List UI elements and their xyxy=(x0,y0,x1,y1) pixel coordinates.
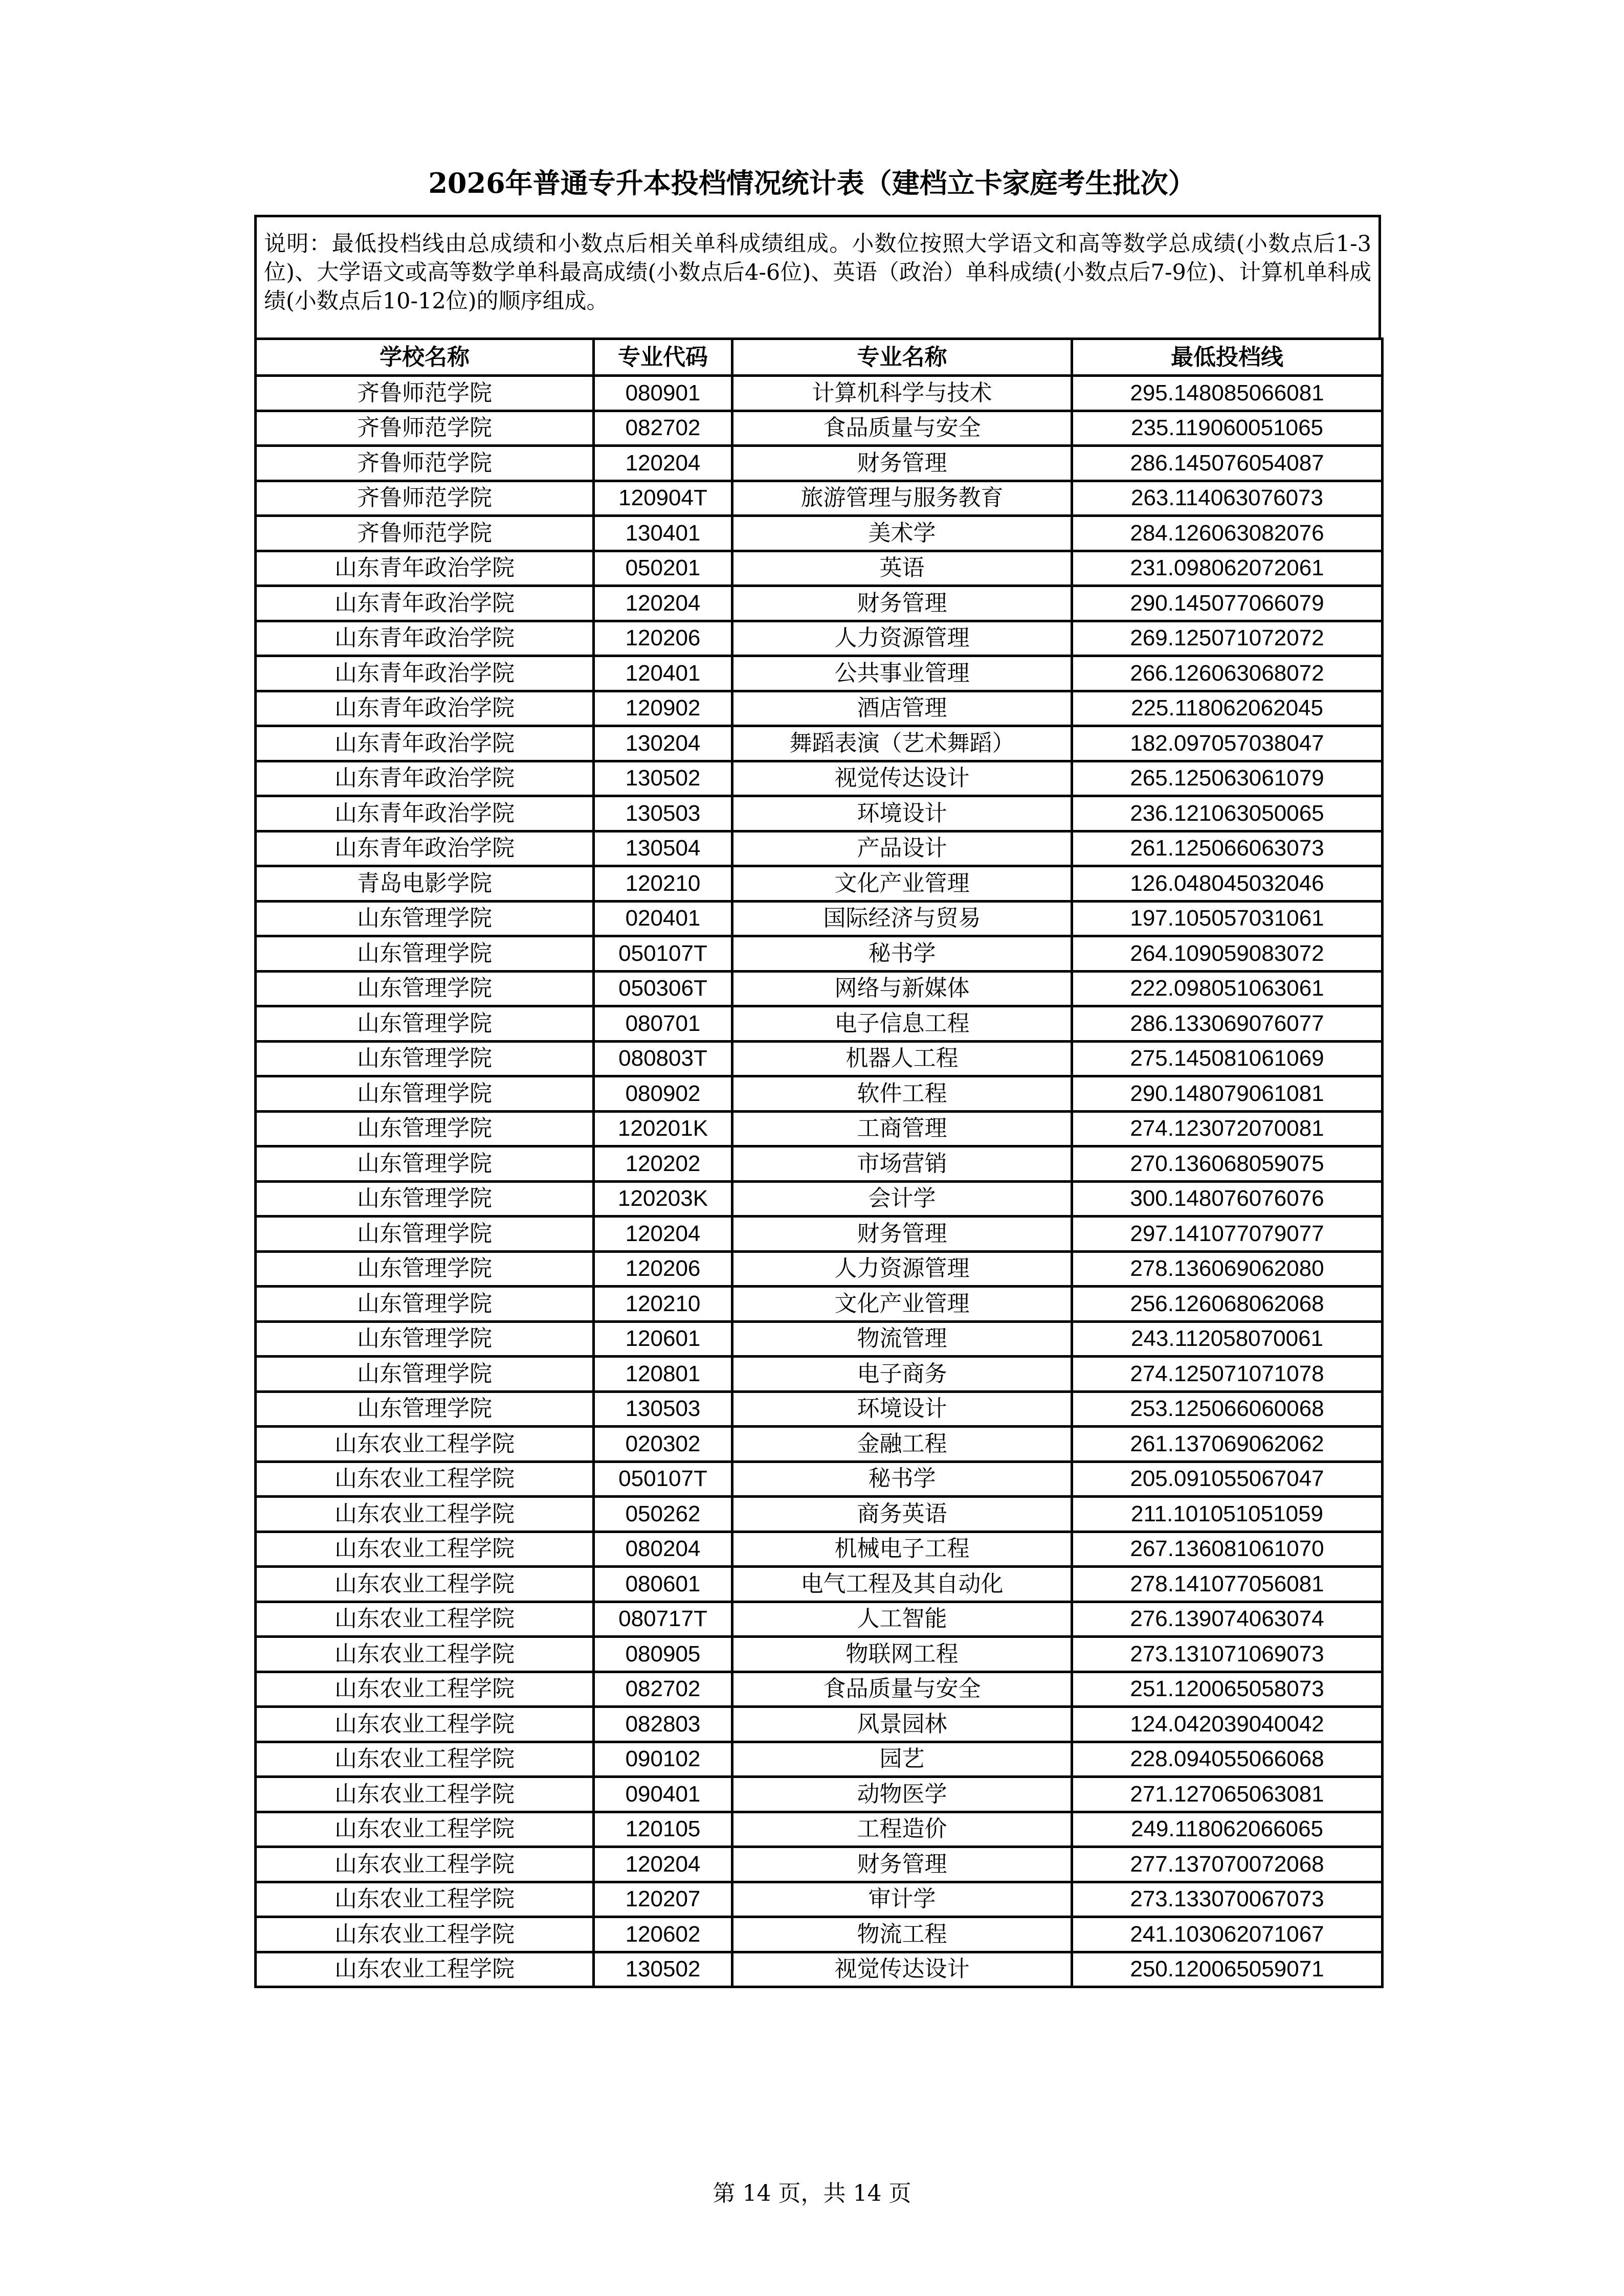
major-name-cell: 机器人工程 xyxy=(732,1041,1072,1076)
major-name-cell: 旅游管理与服务教育 xyxy=(732,481,1072,516)
school-name-cell: 山东青年政治学院 xyxy=(256,726,594,761)
major-name-cell: 计算机科学与技术 xyxy=(732,376,1072,411)
min-score-cell: 284.126063082076 xyxy=(1072,516,1383,551)
min-score-cell: 241.103062071067 xyxy=(1072,1917,1383,1952)
major-name-cell: 财务管理 xyxy=(732,586,1072,621)
min-score-cell: 271.127065063081 xyxy=(1072,1777,1383,1812)
school-name-cell: 山东农业工程学院 xyxy=(256,1742,594,1777)
major-code-cell: 130504 xyxy=(594,831,732,866)
min-score-cell: 126.048045032046 xyxy=(1072,866,1383,902)
min-score-cell: 270.136068059075 xyxy=(1072,1146,1383,1182)
major-code-cell: 120201K xyxy=(594,1111,732,1146)
min-score-cell: 211.101051051059 xyxy=(1072,1497,1383,1532)
min-score-cell: 278.136069062080 xyxy=(1072,1251,1383,1287)
school-name-cell: 山东青年政治学院 xyxy=(256,656,594,691)
school-name-cell: 青岛电影学院 xyxy=(256,866,594,902)
school-name-cell: 山东管理学院 xyxy=(256,1357,594,1392)
major-code-cell: 120203K xyxy=(594,1181,732,1217)
major-code-cell: 082702 xyxy=(594,1672,732,1707)
min-score-cell: 263.114063076073 xyxy=(1072,481,1383,516)
major-code-cell: 130502 xyxy=(594,761,732,796)
min-score-cell: 253.125066060068 xyxy=(1072,1391,1383,1427)
major-name-cell: 英语 xyxy=(732,551,1072,586)
min-score-cell: 290.145077066079 xyxy=(1072,586,1383,621)
school-name-cell: 山东农业工程学院 xyxy=(256,1637,594,1672)
header-school-name: 学校名称 xyxy=(256,339,594,376)
major-code-cell: 050201 xyxy=(594,551,732,586)
min-score-cell: 235.119060051065 xyxy=(1072,411,1383,446)
table-row xyxy=(256,1427,1383,1462)
table-row xyxy=(256,1076,1383,1112)
school-name-cell: 山东管理学院 xyxy=(256,1181,594,1217)
min-score-cell: 300.148076076076 xyxy=(1072,1181,1383,1217)
school-name-cell: 山东管理学院 xyxy=(256,1251,594,1287)
admission-table xyxy=(254,337,1384,1988)
school-name-cell: 齐鲁师范学院 xyxy=(256,446,594,481)
table-row xyxy=(256,586,1383,621)
min-score-cell: 267.136081061070 xyxy=(1072,1532,1383,1567)
major-code-cell: 050107T xyxy=(594,936,732,972)
table-row xyxy=(256,726,1383,761)
min-score-cell: 243.112058070061 xyxy=(1072,1321,1383,1357)
school-name-cell: 山东农业工程学院 xyxy=(256,1567,594,1602)
min-score-cell: 295.148085066081 xyxy=(1072,376,1383,411)
major-name-cell: 物流管理 xyxy=(732,1321,1072,1357)
school-name-cell: 山东农业工程学院 xyxy=(256,1497,594,1532)
major-code-cell: 080701 xyxy=(594,1006,732,1042)
major-name-cell: 机械电子工程 xyxy=(732,1532,1072,1567)
table-row xyxy=(256,411,1383,446)
major-name-cell: 工程造价 xyxy=(732,1812,1072,1847)
school-name-cell: 山东管理学院 xyxy=(256,1111,594,1146)
table-body xyxy=(256,376,1383,1987)
major-code-cell: 080601 xyxy=(594,1567,732,1602)
major-name-cell: 电子信息工程 xyxy=(732,1006,1072,1042)
major-code-cell: 120204 xyxy=(594,586,732,621)
major-code-cell: 120204 xyxy=(594,1847,732,1882)
school-name-cell: 山东青年政治学院 xyxy=(256,691,594,726)
min-score-cell: 275.145081061069 xyxy=(1072,1041,1383,1076)
school-name-cell: 山东管理学院 xyxy=(256,1146,594,1182)
school-name-cell: 山东农业工程学院 xyxy=(256,1707,594,1742)
major-code-cell: 050262 xyxy=(594,1497,732,1532)
major-code-cell: 120202 xyxy=(594,1146,732,1182)
major-name-cell: 酒店管理 xyxy=(732,691,1072,726)
school-name-cell: 山东青年政治学院 xyxy=(256,796,594,831)
table-row xyxy=(256,691,1383,726)
table-row xyxy=(256,1217,1383,1252)
table-row xyxy=(256,796,1383,831)
major-code-cell: 130502 xyxy=(594,1952,732,1987)
major-name-cell: 财务管理 xyxy=(732,1217,1072,1252)
header-major-name: 专业名称 xyxy=(732,339,1072,376)
major-name-cell: 舞蹈表演（艺术舞蹈） xyxy=(732,726,1072,761)
min-score-cell: 236.121063050065 xyxy=(1072,796,1383,831)
major-name-cell: 物流工程 xyxy=(732,1917,1072,1952)
table-row xyxy=(256,1602,1383,1637)
explanation-note: 说明：最低投档线由总成绩和小数点后相关单科成绩组成。小数位按照大学语文和高等数学总成绩(小数点后1-3位)、大学语文或高等数学单科最高成绩(小数点后4-6位)、英语（政治）单科成绩(小数点后7-9位)、计算机单科成绩(小数点后10-12位)的顺序组成。 xyxy=(254,215,1381,337)
major-name-cell: 商务英语 xyxy=(732,1497,1072,1532)
major-name-cell: 秘书学 xyxy=(732,936,1072,972)
min-score-cell: 278.141077056081 xyxy=(1072,1567,1383,1602)
school-name-cell: 山东管理学院 xyxy=(256,971,594,1006)
table-row xyxy=(256,1952,1383,1987)
table-row xyxy=(256,376,1383,411)
min-score-cell: 205.091055067047 xyxy=(1072,1461,1383,1497)
major-code-cell: 090401 xyxy=(594,1777,732,1812)
major-name-cell: 国际经济与贸易 xyxy=(732,901,1072,936)
major-code-cell: 050107T xyxy=(594,1461,732,1497)
school-name-cell: 山东农业工程学院 xyxy=(256,1812,594,1847)
major-name-cell: 人工智能 xyxy=(732,1602,1072,1637)
admission-table-container xyxy=(254,215,1381,1988)
school-name-cell: 山东青年政治学院 xyxy=(256,831,594,866)
table-row xyxy=(256,1812,1383,1847)
min-score-cell: 251.120065058073 xyxy=(1072,1672,1383,1707)
school-name-cell: 山东农业工程学院 xyxy=(256,1602,594,1637)
major-code-cell: 130204 xyxy=(594,726,732,761)
table-row xyxy=(256,516,1383,551)
min-score-cell: 297.141077079077 xyxy=(1072,1217,1383,1252)
major-name-cell: 秘书学 xyxy=(732,1461,1072,1497)
school-name-cell: 山东管理学院 xyxy=(256,901,594,936)
min-score-cell: 250.120065059071 xyxy=(1072,1952,1383,1987)
major-code-cell: 120801 xyxy=(594,1357,732,1392)
major-code-cell: 120904T xyxy=(594,481,732,516)
min-score-cell: 261.137069062062 xyxy=(1072,1427,1383,1462)
table-row xyxy=(256,866,1383,902)
major-name-cell: 视觉传达设计 xyxy=(732,761,1072,796)
school-name-cell: 山东青年政治学院 xyxy=(256,621,594,656)
school-name-cell: 山东农业工程学院 xyxy=(256,1952,594,1987)
table-row xyxy=(256,1917,1383,1952)
min-score-cell: 266.126063068072 xyxy=(1072,656,1383,691)
school-name-cell: 山东管理学院 xyxy=(256,1006,594,1042)
min-score-cell: 222.098051063061 xyxy=(1072,971,1383,1006)
min-score-cell: 273.133070067073 xyxy=(1072,1882,1383,1917)
table-row xyxy=(256,1357,1383,1392)
min-score-cell: 256.126068062068 xyxy=(1072,1287,1383,1322)
table-row xyxy=(256,1461,1383,1497)
major-code-cell: 120206 xyxy=(594,1251,732,1287)
major-name-cell: 财务管理 xyxy=(732,446,1072,481)
table-header-row xyxy=(256,339,1383,376)
table-row xyxy=(256,1181,1383,1217)
table-row xyxy=(256,656,1383,691)
min-score-cell: 273.131071069073 xyxy=(1072,1637,1383,1672)
min-score-cell: 274.123072070081 xyxy=(1072,1111,1383,1146)
table-row xyxy=(256,761,1383,796)
school-name-cell: 山东管理学院 xyxy=(256,1321,594,1357)
school-name-cell: 山东农业工程学院 xyxy=(256,1461,594,1497)
min-score-cell: 265.125063061079 xyxy=(1072,761,1383,796)
min-score-cell: 276.139074063074 xyxy=(1072,1602,1383,1637)
min-score-cell: 225.118062062045 xyxy=(1072,691,1383,726)
min-score-cell: 261.125066063073 xyxy=(1072,831,1383,866)
major-name-cell: 食品质量与安全 xyxy=(732,411,1072,446)
major-code-cell: 120602 xyxy=(594,1917,732,1952)
major-name-cell: 风景园林 xyxy=(732,1707,1072,1742)
major-name-cell: 文化产业管理 xyxy=(732,866,1072,902)
header-major-code: 专业代码 xyxy=(594,339,732,376)
major-name-cell: 视觉传达设计 xyxy=(732,1952,1072,1987)
school-name-cell: 山东农业工程学院 xyxy=(256,1672,594,1707)
school-name-cell: 山东青年政治学院 xyxy=(256,761,594,796)
major-code-cell: 082803 xyxy=(594,1707,732,1742)
major-name-cell: 市场营销 xyxy=(732,1146,1072,1182)
major-code-cell: 020401 xyxy=(594,901,732,936)
table-row xyxy=(256,1006,1383,1042)
page-number: 第 14 页，共 14 页 xyxy=(713,2180,911,2207)
min-score-cell: 286.145076054087 xyxy=(1072,446,1383,481)
school-name-cell: 山东管理学院 xyxy=(256,936,594,972)
major-name-cell: 审计学 xyxy=(732,1882,1072,1917)
table-row xyxy=(256,1287,1383,1322)
major-name-cell: 会计学 xyxy=(732,1181,1072,1217)
major-code-cell: 120210 xyxy=(594,1287,732,1322)
major-name-cell: 软件工程 xyxy=(732,1076,1072,1112)
min-score-cell: 286.133069076077 xyxy=(1072,1006,1383,1042)
page-title: 2026年普通专升本投档情况统计表（建档立卡家庭考生批次） xyxy=(428,167,1196,199)
major-name-cell: 食品质量与安全 xyxy=(732,1672,1072,1707)
school-name-cell: 齐鲁师范学院 xyxy=(256,376,594,411)
table-row xyxy=(256,481,1383,516)
major-code-cell: 120401 xyxy=(594,656,732,691)
min-score-cell: 231.098062072061 xyxy=(1072,551,1383,586)
major-code-cell: 020302 xyxy=(594,1427,732,1462)
school-name-cell: 齐鲁师范学院 xyxy=(256,516,594,551)
table-row xyxy=(256,1321,1383,1357)
school-name-cell: 山东农业工程学院 xyxy=(256,1917,594,1952)
table-row xyxy=(256,1707,1383,1742)
major-name-cell: 人力资源管理 xyxy=(732,621,1072,656)
major-name-cell: 工商管理 xyxy=(732,1111,1072,1146)
major-name-cell: 金融工程 xyxy=(732,1427,1072,1462)
major-code-cell: 120601 xyxy=(594,1321,732,1357)
table-row xyxy=(256,1567,1383,1602)
school-name-cell: 山东农业工程学院 xyxy=(256,1427,594,1462)
table-row xyxy=(256,1111,1383,1146)
major-code-cell: 080905 xyxy=(594,1637,732,1672)
major-code-cell: 090102 xyxy=(594,1742,732,1777)
major-code-cell: 050306T xyxy=(594,971,732,1006)
major-code-cell: 080717T xyxy=(594,1602,732,1637)
major-code-cell: 080204 xyxy=(594,1532,732,1567)
school-name-cell: 山东农业工程学院 xyxy=(256,1532,594,1567)
school-name-cell: 山东管理学院 xyxy=(256,1041,594,1076)
major-name-cell: 网络与新媒体 xyxy=(732,971,1072,1006)
major-name-cell: 物联网工程 xyxy=(732,1637,1072,1672)
school-name-cell: 山东青年政治学院 xyxy=(256,586,594,621)
min-score-cell: 182.097057038047 xyxy=(1072,726,1383,761)
school-name-cell: 山东管理学院 xyxy=(256,1076,594,1112)
table-row xyxy=(256,901,1383,936)
major-code-cell: 130401 xyxy=(594,516,732,551)
major-code-cell: 120204 xyxy=(594,446,732,481)
school-name-cell: 山东管理学院 xyxy=(256,1217,594,1252)
school-name-cell: 齐鲁师范学院 xyxy=(256,481,594,516)
min-score-cell: 290.148079061081 xyxy=(1072,1076,1383,1112)
min-score-cell: 274.125071071078 xyxy=(1072,1357,1383,1392)
major-code-cell: 120105 xyxy=(594,1812,732,1847)
major-code-cell: 120207 xyxy=(594,1882,732,1917)
table-row xyxy=(256,1532,1383,1567)
table-row xyxy=(256,831,1383,866)
min-score-cell: 269.125071072072 xyxy=(1072,621,1383,656)
table-row xyxy=(256,446,1383,481)
major-code-cell: 080803T xyxy=(594,1041,732,1076)
table-row xyxy=(256,1391,1383,1427)
min-score-cell: 124.042039040042 xyxy=(1072,1707,1383,1742)
major-code-cell: 080902 xyxy=(594,1076,732,1112)
table-row xyxy=(256,551,1383,586)
school-name-cell: 山东管理学院 xyxy=(256,1391,594,1427)
major-code-cell: 120204 xyxy=(594,1217,732,1252)
major-code-cell: 080901 xyxy=(594,376,732,411)
major-name-cell: 环境设计 xyxy=(732,1391,1072,1427)
min-score-cell: 228.094055066068 xyxy=(1072,1742,1383,1777)
min-score-cell: 277.137070072068 xyxy=(1072,1847,1383,1882)
school-name-cell: 齐鲁师范学院 xyxy=(256,411,594,446)
major-name-cell: 人力资源管理 xyxy=(732,1251,1072,1287)
major-name-cell: 园艺 xyxy=(732,1742,1072,1777)
table-row xyxy=(256,1251,1383,1287)
major-name-cell: 美术学 xyxy=(732,516,1072,551)
major-code-cell: 120210 xyxy=(594,866,732,902)
table-row xyxy=(256,1637,1383,1672)
major-name-cell: 动物医学 xyxy=(732,1777,1072,1812)
school-name-cell: 山东管理学院 xyxy=(256,1287,594,1322)
min-score-cell: 264.109059083072 xyxy=(1072,936,1383,972)
table-row xyxy=(256,1777,1383,1812)
major-name-cell: 文化产业管理 xyxy=(732,1287,1072,1322)
table-row xyxy=(256,1847,1383,1882)
table-row xyxy=(256,621,1383,656)
min-score-cell: 249.118062066065 xyxy=(1072,1812,1383,1847)
min-score-cell: 197.105057031061 xyxy=(1072,901,1383,936)
table-row xyxy=(256,1882,1383,1917)
major-code-cell: 120206 xyxy=(594,621,732,656)
major-name-cell: 环境设计 xyxy=(732,796,1072,831)
table-row xyxy=(256,1672,1383,1707)
school-name-cell: 山东农业工程学院 xyxy=(256,1847,594,1882)
table-row xyxy=(256,936,1383,972)
major-name-cell: 电子商务 xyxy=(732,1357,1072,1392)
school-name-cell: 山东农业工程学院 xyxy=(256,1882,594,1917)
school-name-cell: 山东农业工程学院 xyxy=(256,1777,594,1812)
major-code-cell: 120902 xyxy=(594,691,732,726)
table-row xyxy=(256,1742,1383,1777)
major-code-cell: 082702 xyxy=(594,411,732,446)
table-row xyxy=(256,1041,1383,1076)
major-name-cell: 公共事业管理 xyxy=(732,656,1072,691)
major-code-cell: 130503 xyxy=(594,796,732,831)
header-min-score: 最低投档线 xyxy=(1072,339,1383,376)
major-name-cell: 电气工程及其自动化 xyxy=(732,1567,1072,1602)
major-name-cell: 产品设计 xyxy=(732,831,1072,866)
table-row xyxy=(256,971,1383,1006)
major-name-cell: 财务管理 xyxy=(732,1847,1072,1882)
table-row xyxy=(256,1497,1383,1532)
table-row xyxy=(256,1146,1383,1182)
school-name-cell: 山东青年政治学院 xyxy=(256,551,594,586)
major-code-cell: 130503 xyxy=(594,1391,732,1427)
